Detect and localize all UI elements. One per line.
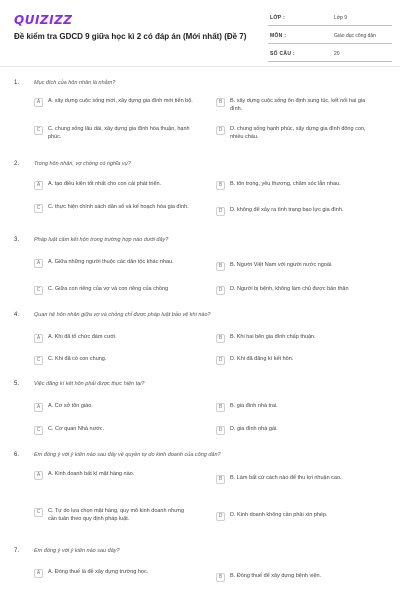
option-text: D. Khi đã đăng kí kết hôn.: [230, 356, 294, 362]
option-text: B. Khi hai bên gia đình chấp thuận.: [230, 334, 316, 340]
question-number: 1.: [14, 80, 20, 86]
option-letter-badge: C: [34, 508, 43, 517]
worksheet-header: [0, 0, 400, 62]
option-letter-badge: C: [34, 356, 43, 365]
question-number: 4.: [14, 312, 20, 318]
option-text: D. gia đình nhà gái.: [230, 426, 278, 432]
option-text: A. Đóng thuế là để xây dựng trường học.: [48, 569, 149, 575]
meta-row-class: [268, 11, 392, 26]
option-letter-badge: D: [216, 207, 225, 216]
option-text: D. Người bị bệnh, không làm chủ được bản thân: [230, 286, 349, 292]
option-text: B. Làm bất cứ cách nào để thu lợi nhuận cao.: [230, 475, 342, 481]
option-text: C. Khi đã có con chung.: [48, 356, 107, 362]
option-text: D. không để xảy ra tình trạng bạo lực gia đình.: [230, 207, 344, 213]
option-text: A. Giữa những người thuộc các dân tộc khác nhau.: [48, 259, 174, 265]
option-text: D. chung sống hạnh phúc, xây dựng gia đình đông con, nhiều cháu.: [230, 126, 366, 140]
option-text: C. Cơ quan Nhà nước.: [48, 426, 105, 432]
option-text: A. Cơ sở tôn giáo.: [48, 403, 93, 409]
option-letter-badge: C: [34, 126, 43, 135]
option-text: B. xây dựng cuộc sống ổn định sung túc, kết nối hai gia đình.: [230, 98, 366, 112]
option-text: D. Kinh doanh không cần phải xin phép.: [230, 512, 328, 518]
option-letter-badge: B: [216, 181, 225, 190]
option-letter-badge: A: [34, 569, 43, 578]
meta-label: MÔN :: [270, 33, 287, 39]
meta-value: 20: [334, 51, 340, 57]
option-letter-badge: A: [34, 471, 43, 480]
meta-value: Lớp 9: [334, 15, 348, 21]
option-letter-badge: D: [216, 356, 225, 365]
option-letter-badge: A: [34, 403, 43, 412]
option-text: A. tạo điều kiện tốt nhất cho con cái phát triển.: [48, 181, 162, 187]
option-text: C. thực hiện chính sách dân số và kế hoạch hóa gia đình.: [48, 204, 189, 210]
meta-value: Giáo dục công dân: [334, 33, 376, 39]
option-letter-badge: D: [216, 512, 225, 521]
option-letter-badge: B: [216, 334, 225, 343]
option-letter-badge: D: [216, 286, 225, 295]
worksheet-meta: [268, 11, 392, 65]
option-text: B. gia đình nhà trai.: [230, 403, 278, 409]
option-letter-badge: D: [216, 426, 225, 435]
option-text: C. chung sống lâu dài, xây dựng gia đình hòa thuận, hạnh phúc.: [48, 126, 190, 140]
option-text: A. Khi đã tổ chức đám cưới.: [48, 334, 117, 340]
option-text: B. tôn trọng, yêu thương, chăm sóc lẫn nhau.: [230, 181, 341, 187]
option-letter-badge: A: [34, 181, 43, 190]
quizizz-logo: QUIZIZZ: [14, 13, 73, 27]
question-number: 7.: [14, 548, 20, 554]
option-letter-badge: B: [216, 573, 225, 582]
option-letter-badge: B: [216, 475, 225, 484]
meta-row-count: [268, 47, 392, 62]
meta-label: SỐ CÂU :: [270, 51, 295, 57]
option-letter-badge: C: [34, 204, 43, 213]
option-letter-badge: A: [34, 334, 43, 343]
option-letter-badge: B: [216, 262, 225, 271]
option-letter-badge: B: [216, 98, 225, 107]
option-text: C. Tự do lựa chọn mặt hàng, quy mô kinh doanh nhưng cần tuân theo quy định pháp luật.: [48, 508, 184, 522]
option-text: B. Người Việt Nam với người nước ngoài.: [230, 262, 333, 268]
question-text: Em đồng ý với ý kiến nào sau đây?: [34, 548, 120, 554]
header-divider: [0, 66, 400, 67]
question-text: Việc đăng kí kết hôn phải được thực hiện tại?: [34, 381, 145, 387]
question-number: 2.: [14, 161, 20, 167]
option-text: B. Đóng thuế để xây dựng bệnh viện.: [230, 573, 322, 579]
question-text: Quan hệ hôn nhân giữa vợ và chồng chỉ được pháp luật bảo vệ khi nào?: [34, 312, 211, 318]
question-text: Mục đích của hôn nhân là nhằm?: [34, 80, 116, 86]
question-number: 3.: [14, 237, 20, 243]
meta-label: LỚP :: [270, 15, 286, 21]
option-letter-badge: D: [216, 126, 225, 135]
question-text: Em đồng ý với ý kiến nào sau đây về quyền tự do kinh doanh của công dân?: [34, 452, 221, 458]
option-letter-badge: A: [34, 98, 43, 107]
question-number: 5.: [14, 381, 20, 387]
option-letter-badge: B: [216, 403, 225, 412]
option-letter-badge: A: [34, 259, 43, 268]
option-letter-badge: C: [34, 286, 43, 295]
option-text: C. Giữa con riêng của vợ và con riêng của chồng: [48, 286, 169, 292]
question-text: Pháp luật cấm kết hôn trong trường hợp nào dưới đây?: [34, 237, 169, 243]
option-text: A. xây dựng cuộc sống mới, xây dựng gia đình mới tiến bộ.: [48, 98, 193, 104]
question-text: Trong hôn nhân, vợ chồng có nghĩa vụ?: [34, 161, 131, 167]
option-letter-badge: C: [34, 426, 43, 435]
option-text: A. Kinh doanh bất kì mặt hàng nào.: [48, 471, 135, 477]
question-number: 6.: [14, 452, 20, 458]
worksheet-title: Đề kiểm tra GDCD 9 giữa học kì 2 có đáp án (Mới nhất) (Đề 7): [14, 32, 247, 41]
meta-row-subject: [268, 29, 392, 44]
